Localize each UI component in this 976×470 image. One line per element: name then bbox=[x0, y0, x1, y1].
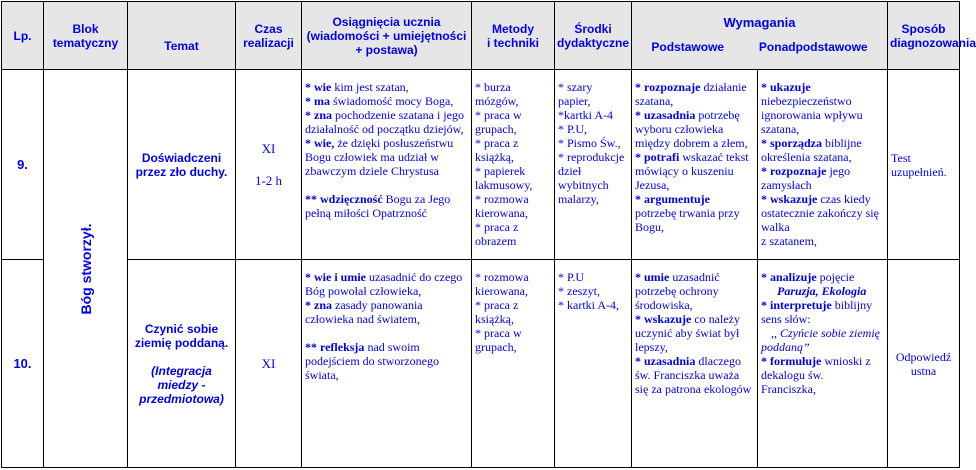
topic-cell: Doświadczeni przez zło duchy. bbox=[128, 70, 236, 260]
text-line: określenia szatana, bbox=[761, 150, 852, 164]
text-line: * uzasadnia potrzebę bbox=[635, 108, 740, 122]
text-line: mózgów, bbox=[475, 94, 519, 108]
text-line: * rozmowa bbox=[475, 270, 529, 284]
header-block: Blok tematyczny bbox=[44, 2, 128, 70]
text-line: * praca z bbox=[475, 220, 519, 234]
text-line: lakmusowy, bbox=[475, 178, 533, 192]
header-lp: Lp. bbox=[2, 2, 44, 70]
resources-cell bbox=[555, 70, 632, 260]
text-line: człowieka nad światem, bbox=[305, 312, 420, 326]
header-advanced: Ponadpodstawowe bbox=[758, 40, 868, 54]
topic-cell: Czynić sobie ziemię poddaną. (Integracja miedzy - przedmiotowa) bbox=[128, 260, 236, 468]
diagnosis-cell: Test uzupełnień. bbox=[888, 70, 960, 260]
text-line: * interpretuje biblijny bbox=[761, 298, 873, 312]
text-line: zamysłach bbox=[761, 178, 812, 192]
text-line: * Pismo Św., bbox=[558, 136, 621, 150]
text-line: * szary bbox=[558, 80, 593, 94]
text-line: z szatanem, bbox=[761, 234, 817, 248]
text-line: * praca w bbox=[475, 326, 522, 340]
text-line: ** refleksja nad swoim bbox=[305, 340, 420, 354]
text-line: papier, bbox=[558, 94, 591, 108]
text-line: * rozpoznaje jego bbox=[761, 164, 851, 178]
text-line: * praca z bbox=[475, 136, 519, 150]
text-line: mówiący o kuszeniu bbox=[635, 164, 734, 178]
header-requirements: Wymagania Podstawowe Ponadpodstawowe bbox=[632, 2, 888, 70]
text-line: Bogu, bbox=[635, 220, 665, 234]
header-resources: Środki dydaktyczne bbox=[555, 2, 632, 70]
text-line: * wie, że dzięki posłuszeństwu bbox=[305, 136, 454, 150]
text-line: dekalogu św. bbox=[761, 368, 824, 382]
text-line: wyboru człowieka bbox=[635, 122, 724, 136]
text-line: zbawczym dziele Chrystusa bbox=[305, 164, 439, 178]
diagnosis-cell: Odpowiedź ustna bbox=[888, 260, 960, 468]
text-line: * wskazuje co należy bbox=[635, 312, 740, 326]
table-row bbox=[2, 260, 960, 468]
text-line: walka bbox=[761, 220, 790, 234]
text-line: * wskazuje czas kiedy bbox=[761, 192, 871, 206]
text-line: wybitnych bbox=[558, 178, 609, 192]
text-line: szatana, bbox=[761, 122, 800, 136]
header-topic: Temat bbox=[128, 2, 236, 70]
text-line: * rozpoznaje działanie bbox=[635, 80, 747, 94]
text-line: obrazem bbox=[475, 234, 517, 248]
text-line: dzieł bbox=[558, 164, 582, 178]
advanced-requirements-cell bbox=[758, 70, 888, 260]
header-methods: Metody i techniki bbox=[472, 2, 555, 70]
time-cell: XI bbox=[236, 260, 302, 468]
text-line: potrzebę ochrony bbox=[635, 284, 719, 298]
text-line: * zeszyt, bbox=[558, 284, 600, 298]
text-line: Bóg powołał człowieka, bbox=[305, 284, 422, 298]
text-line: poddaną” bbox=[761, 340, 810, 354]
text-line: * burza bbox=[475, 80, 511, 94]
text-line: * rozmowa bbox=[475, 192, 529, 206]
header-basic: Podstawowe bbox=[651, 40, 725, 54]
text-line: ** wdzięczność Bogu za Jego bbox=[305, 192, 451, 206]
achievements-cell bbox=[302, 70, 472, 260]
text-line: ostatecznie zakończy się bbox=[761, 206, 879, 220]
text-line: św. Franciszka uważa bbox=[635, 368, 740, 382]
text-line: książką, bbox=[475, 312, 514, 326]
text-line: ignorowania wpływu bbox=[761, 108, 863, 122]
text-line: * sporządza biblijne bbox=[761, 136, 862, 150]
text-line: pełną miłości Opatrzność bbox=[305, 206, 427, 220]
block-label: Bóg stworzył. bbox=[77, 222, 94, 315]
text-line: * zna zasady panowania bbox=[305, 298, 423, 312]
basic-requirements-cell bbox=[632, 260, 758, 468]
text-line: * reprodukcje bbox=[558, 150, 625, 164]
block-cell bbox=[44, 70, 128, 468]
text-line: malarzy, bbox=[558, 192, 599, 206]
row-number: 9. bbox=[2, 70, 44, 260]
text-line: grupach, bbox=[475, 340, 517, 354]
text-line: * zna pochodzenie szatana i jego bbox=[305, 108, 464, 122]
resources-cell bbox=[555, 260, 632, 468]
text-line bbox=[305, 326, 468, 340]
text-line: środowiska, bbox=[635, 298, 693, 312]
text-line: * ma świadomość mocy Boga, bbox=[305, 94, 454, 108]
time-cell: XI 1-2 h bbox=[236, 70, 302, 260]
text-line: ,, Czyńcie sobie ziemię bbox=[771, 326, 880, 340]
text-line: * formułuje wnioski z bbox=[761, 354, 871, 368]
table-row bbox=[2, 70, 960, 260]
text-line: * praca z bbox=[475, 298, 519, 312]
methods-cell bbox=[472, 70, 555, 260]
text-line: Bogu człowiek ma udział w bbox=[305, 150, 439, 164]
achievements-cell bbox=[302, 260, 472, 468]
text-line: potrzebę trwania przy bbox=[635, 206, 740, 220]
basic-requirements-cell bbox=[632, 70, 758, 260]
text-line: * potrafi wskazać tekst bbox=[635, 150, 749, 164]
text-line: * uzasadnia dlaczego bbox=[635, 354, 741, 368]
text-line: * wie i umie uzasadnić do czego bbox=[305, 270, 463, 284]
text-line bbox=[305, 178, 468, 192]
text-line: Franciszka, bbox=[761, 382, 816, 396]
text-line: * praca w bbox=[475, 108, 522, 122]
row-number: 10. bbox=[2, 260, 44, 468]
text-line: * analizuje pojęcie bbox=[761, 270, 855, 284]
text-line: * umie uzasadnić bbox=[635, 270, 720, 284]
text-line: szatana, bbox=[635, 94, 674, 108]
header-row bbox=[2, 2, 960, 70]
methods-cell bbox=[472, 260, 555, 468]
text-line: *kartki A-4 bbox=[558, 108, 613, 122]
header-time: Czas realizacji bbox=[236, 2, 302, 70]
text-line: między dobrem a złem, bbox=[635, 136, 748, 150]
text-line: książką, bbox=[475, 150, 514, 164]
text-line: * P.U, bbox=[558, 122, 588, 136]
text-line: Jezusa, bbox=[635, 178, 670, 192]
text-line: grupach, bbox=[475, 122, 517, 136]
advanced-requirements-cell bbox=[758, 260, 888, 468]
curriculum-table bbox=[1, 1, 976, 468]
text-line: świata, bbox=[305, 368, 339, 382]
text-line: działalność od początku dziejów, bbox=[305, 122, 464, 136]
header-achievements: Osiągnięcia ucznia (wiadomości + umiejętności + postawa) bbox=[302, 2, 472, 70]
text-line: kierowana, bbox=[475, 284, 528, 298]
text-line: sens słów: bbox=[761, 312, 811, 326]
text-line: lepszy, bbox=[635, 340, 668, 354]
text-line: kierowana, bbox=[475, 206, 528, 220]
text-line: uczynić aby świat był bbox=[635, 326, 740, 340]
text-line: * ukazuje bbox=[761, 80, 811, 94]
text-line: podejściem do stworzonego bbox=[305, 354, 439, 368]
text-line: * argumentuje bbox=[635, 192, 710, 206]
text-line: * P.U bbox=[558, 270, 585, 284]
text-line: * papierek bbox=[475, 164, 526, 178]
text-line: * wie kim jest szatan, bbox=[305, 80, 409, 94]
text-line: się za patrona ekologów bbox=[635, 382, 752, 396]
text-line: niebezpieczeństwo bbox=[761, 94, 852, 108]
header-diagnosis: Sposób diagnozowania bbox=[888, 2, 960, 70]
text-line: * kartki A-4, bbox=[558, 298, 619, 312]
text-line: Paruzja, Ekologia bbox=[777, 284, 867, 298]
